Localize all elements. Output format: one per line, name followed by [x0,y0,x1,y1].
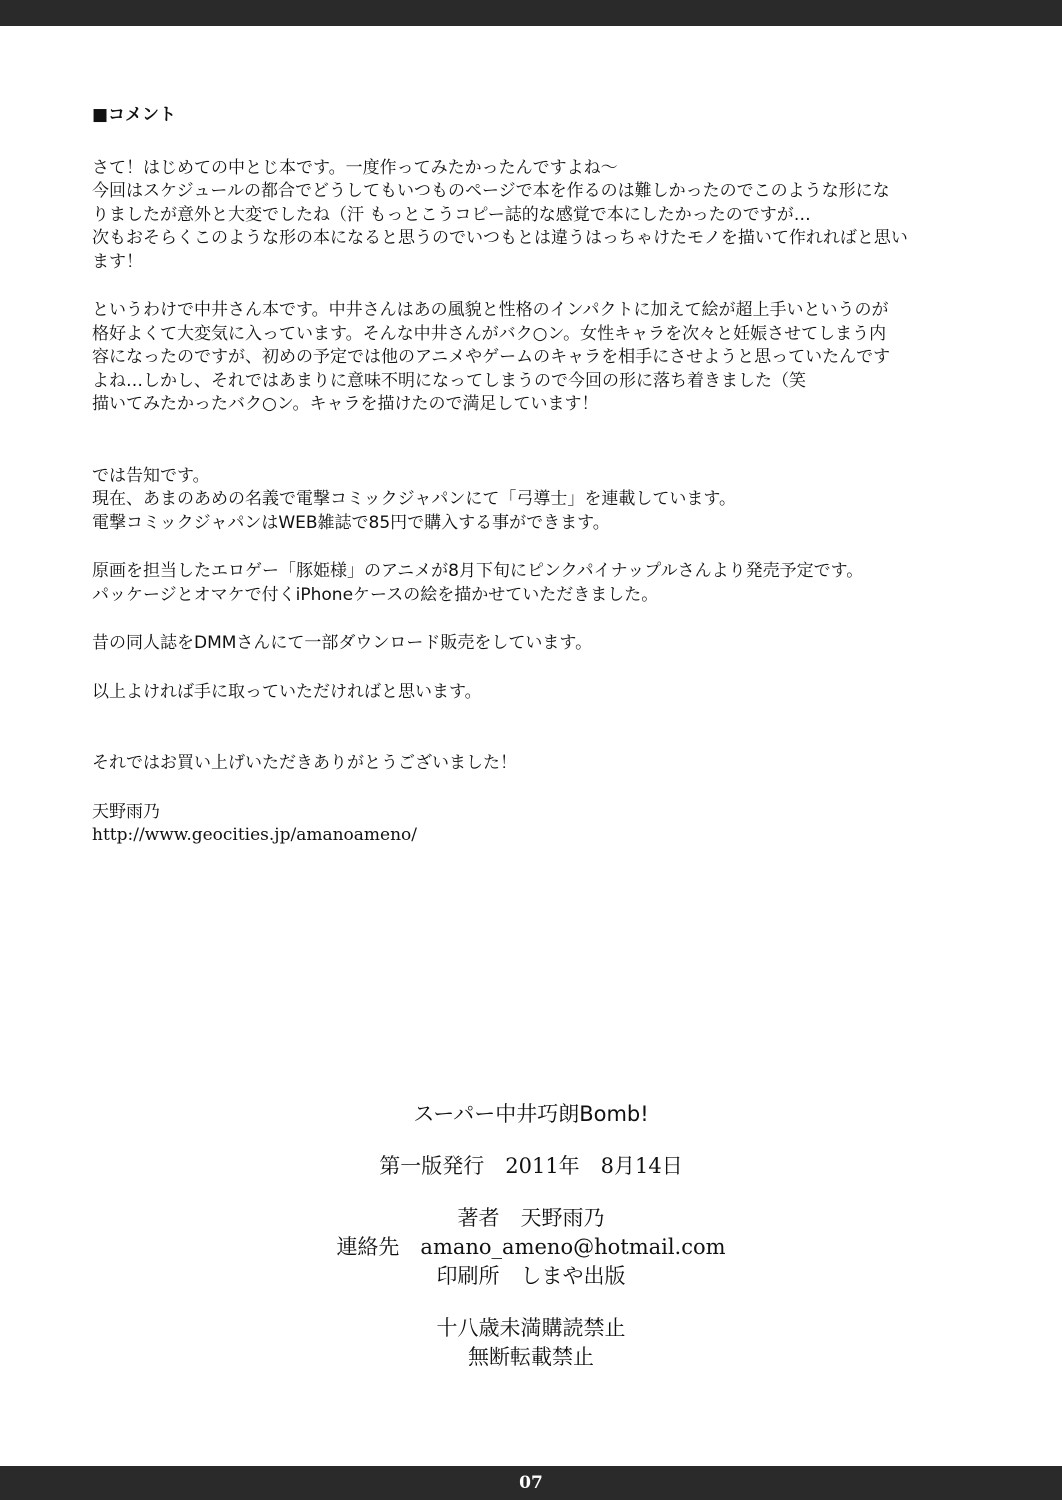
comment-line: 描いてみたかったバク○ン。キャラを描けたので満足しています！ [92,394,599,414]
comment-line: 容になったのですが、初めの予定では他のアニメやゲームのキャラを相手にさせようと思っていたんです [92,347,891,367]
edition-line: 第一版発行 2011年 8月14日 [379,1154,683,1178]
copy-notice: 無断転載禁止 [468,1345,594,1369]
page-number: 07 [519,1473,543,1493]
comment-line: さて！はじめての中とじ本です。一度作ってみたかったんですよね～ [92,157,618,178]
author-signature: 天野雨乃 [92,801,160,822]
author-line: 著者 天野雨乃 [457,1206,605,1230]
comment-line: りましたが意外と大変でしたね（汗 もっとこうコピー誌的な感覚で本にしたかったのですが… [92,204,811,225]
closing-line: それではお買い上げいただきありがとうございました！ [92,753,517,773]
comment-line: よね…しかし、それではあまりに意味不明になってしまうので今回の形に落ち着きました（笑 [92,370,806,391]
comment-line: では告知です。 [92,465,210,486]
comment-line: パッケージとオマケで付くiPhoneケースの絵を描かせていただきました。 [92,584,659,605]
comment-line: 現在、あまのあめの名義で電撃コミックジャパンにて「弓導士」を連載しています。 [92,489,736,509]
comment-line: 格好よくて大変気に入っています。そんな中井さんがバク○ン。女性キャラを次々と妊娠させてしまう内 [92,323,887,344]
contact-line: 連絡先 amano_ameno@hotmail.com [336,1235,726,1259]
comment-line: ます！ [92,251,143,272]
comment-line: 今回はスケジュールの都合でどうしてもいつものページで本を作るのは難しかったのでこのような形にな [92,181,890,201]
author-url: http://www.geocities.jp/amanoameno/ [92,825,417,845]
comment-section [92,104,992,848]
comment-line: というわけで中井さん本です。中井さんはあの風貌と性格のインパクトに加えて絵が超上手いというのが [92,300,889,320]
comment-heading: ■コメント [92,105,177,125]
comment-line: 以上よければ手に取っていただければと思います。 [92,681,482,702]
book-title: スーパー中井巧朗Bomb! [413,1102,649,1126]
comment-line: 原画を担当したエロゲー「豚姫様」のアニメが8月下旬にピンクパイナップルさんより発売予定です。 [92,561,864,581]
page-number-bar [0,1466,1062,1500]
comment-line: 次もおそらくこのような形の本になると思うのでいつもとは違うはっちゃけたモノを描いて作れればと思い [92,228,908,248]
printer-line: 印刷所 しまや出版 [436,1264,626,1288]
top-border [0,0,1062,26]
comment-line: 昔の同人誌をDMMさんにて一部ダウンロード販売をしています。 [92,633,593,653]
colophon [0,1100,1062,1372]
age-notice: 十八歳未満購読禁止 [436,1316,626,1340]
comment-line: 電撃コミックジャパンはWEB雑誌で85円で購入する事ができます。 [92,512,610,533]
